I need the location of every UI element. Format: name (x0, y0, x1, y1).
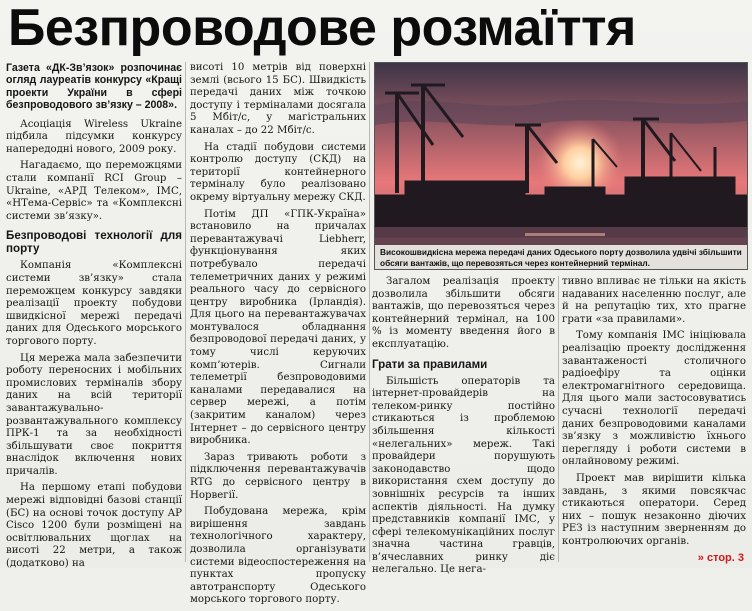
paragraph: На стадії побудови системи контролю доступу (СКД) на території контейнерного терміналу було реалізовано окрему віртуальну мережу СКД. (190, 141, 366, 203)
headline: Безпроводове розмаїття (8, 0, 636, 57)
paragraph: Побудована мережа, крім вирішення завдань технологічного характеру, дозволила організувати системи відеоспостереження на пунктах пропуску автотранспорту Одеського морського торгового порту. (190, 506, 366, 606)
paragraph: Нагадаємо, що переможцями стали компанії RCI Group – Ukraine, «АРД Телеком», ІМС, «НТема-Сервіс» та «Комплексні системи зв’язку». (6, 160, 182, 222)
subheading: Грати за правилами (372, 357, 488, 371)
port-cranes-sunset-image (375, 63, 747, 269)
column-3 (372, 276, 555, 581)
column-2 (190, 62, 366, 611)
paragraph: Тому компанія ІМС ініціювала реалізацію проекту дослідження завантаженості столичного радіоефіру та оцінки електромагнітного середовища. Для цього мали застосовуватись сучасні технології передачі даних безпроводовими каналами зв’язку з можливістю їхнього перегляду і роботи системи в онлайновому режимі. (562, 330, 746, 468)
column-1 (6, 62, 182, 575)
paragraph: На першому етапі побудови мережі відповідні базові станції (БС) на основі точок доступу AP Cisco 1200 були розміщені на освітлювальних щоглах на висоті 22 метри, а також (додатково) на (6, 482, 182, 570)
paragraph: Більшість операторів та інтернет-провайдерів на телеком-ринку постійно стикаються із проблемою збільшення кількості «нелегальних» мереж. Такі провайдери порушують законодавство щодо використання схем доступу до зовнішніх ресурсів та інших аспектів діяльності. На думку представників компанії ІМС, у сфері телекомунікаційних послуг значна частина гравців, в’ячеславних ринку діє нелегально. Це нега- (372, 375, 555, 576)
column-divider (369, 62, 370, 562)
paragraph: Ця мережа мала забезпечити роботу переносних і мобільних промислових терміналів збору даних на всій території завантажувально-розвантажувального комплексу ПРК-1 та за необхідності збільшувати своє покриття внаслідок включення нових причалів. (6, 352, 182, 477)
subheading: Безпроводові технології для порту (6, 229, 182, 256)
paragraph: Потім ДП «ГПК-Україна» встановило на причалах перевантажувачі Liebherr, функціонування яких потребувало передачі телеметричних даних у режимі реального часу до сервісного центру виробника (Ірландія). Для цього на перевантажувачах монтувалося обладнання безпроводової передачі даних, у тому числі керуючих комп’ютерів. Сигнали телеметрії безпроводовими каналами передавалися на сервер мережі, а потім (закритим каналом) через Інтернет – до сервісного центру виробника. (190, 208, 366, 447)
paragraph: Асоціація Wireless Ukraine підбила підсумки конкурсу напередодні нового, 2009 року. (6, 118, 182, 155)
paragraph: тивно впливає не тільки на якість надаваних населенню послуг, але й на репутацію тих, хто прагне грати «за правилами». (562, 276, 746, 325)
column-4 (562, 276, 746, 552)
port-photo (374, 62, 748, 270)
lead-paragraph: Газета «ДК-Зв’язок» розпочинає огляд лауреатів конкурсу «Кращі проекти України в сфері безпроводового зв’язку – 2008». (6, 62, 182, 112)
column-divider (185, 62, 186, 562)
photo-caption: Високошвидкісна мережа передачі даних Одеського порту дозволила удвічі збільшити обсяги вантажів, що перевозяться через контейнерний термінал. (375, 245, 747, 269)
paragraph: Компанія «Комплексні системи зв’язку» стала переможцем конкурсу завдяки реалізації проекту побудови швидкісної мережі передачі даних для Одеського морського торгового порту. (6, 260, 182, 347)
paragraph: Проект мав вирішити кілька завдань, з якими повсякчас стикаються оператори. Серед них – пошук незаконно діючих РЕЗ із наступним зверненням до контролюючих органів. (562, 472, 746, 547)
page-reference-link[interactable]: » стор. 3 (697, 552, 744, 564)
paragraph: Зараз тривають роботи з підключення перевантажувачів RTG до сервісного центру в Норвегії. (190, 451, 366, 501)
paragraph: Загалом реалізація проекту дозволила збільшити обсяги вантажів, що перевозяться через контейнерний термінал, на 100 % із моменту введення його в експлуатацію. (372, 276, 555, 350)
column-divider (558, 276, 559, 562)
paragraph: висоті 10 метрів від поверхні землі (всього 15 БС). Швидкість передачі даних між точкою доступу і терміналами досягала 5 Мбіт/с, у магістральних каналах – до 22 Мбіт/с. (190, 62, 366, 136)
